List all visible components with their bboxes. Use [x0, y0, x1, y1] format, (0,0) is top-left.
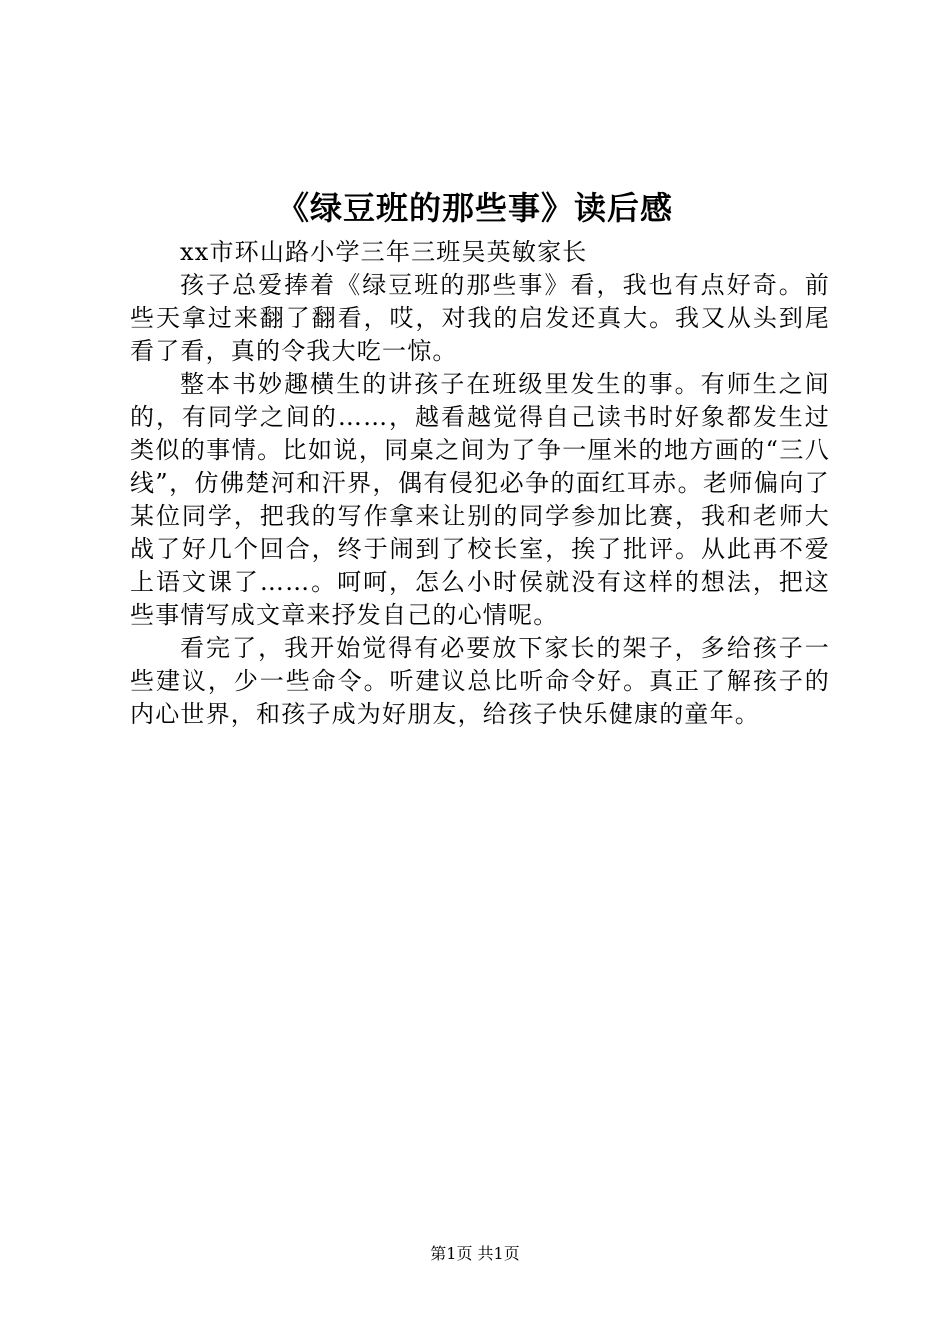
document-title: 《绿豆班的那些事》读后感 [276, 189, 673, 227]
paragraph-2: 整本书妙趣横生的讲孩子在班级里发生的事。有师生之间的，有同学之间的……，越看越觉得自己读书时好象都发生过类似的事情。比如说，同桌之间为了争一厘米的地方画的“三八线”，仿佛楚河和汗界，偶有侵犯必争的面红耳赤。老师偏向了某位同学，把我的写作拿来让别的同学参加比赛，我和老师大战了好几个回合，终于闹到了校长室，挨了批评。从此再不爱上语文课了……。呵呵，怎么小时侯就没有这样的想法，把这些事情写成文章来抒发自己的心情呢。 [130, 370, 830, 629]
page-footer: 第1页 共1页 [430, 1244, 520, 1263]
paragraph-1: 孩子总爱捧着《绿豆班的那些事》看，我也有点好奇。前些天拿过来翻了翻看，哎，对我的启发还真大。我又从头到尾看了看，真的令我大吃一惊。 [130, 271, 830, 365]
document-body [130, 236, 830, 731]
byline: xx市环山路小学三年三班吴英敏家长 [180, 238, 588, 266]
paragraph-3: 看完了，我开始觉得有必要放下家长的架子，多给孩子一些建议，少一些命令。听建议总比听命令好。真正了解孩子的内心世界，和孩子成为好朋友，给孩子快乐健康的童年。 [130, 634, 830, 728]
